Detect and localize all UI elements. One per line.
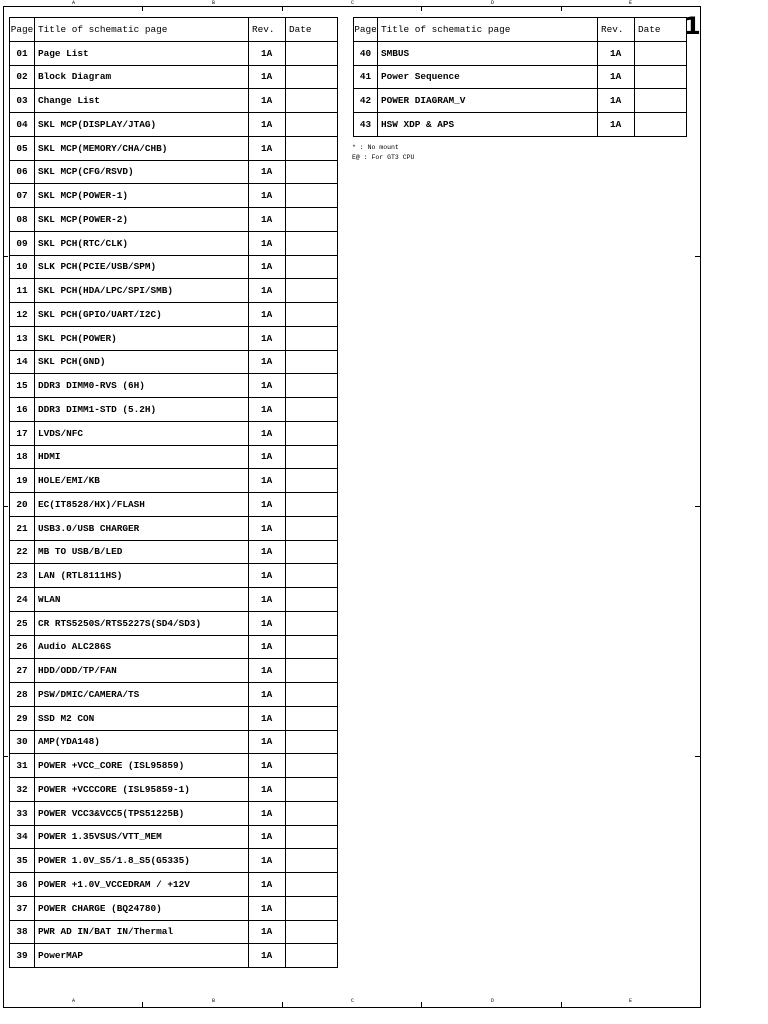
row-date	[286, 326, 338, 350]
row-date	[286, 659, 338, 683]
zone-tick	[695, 756, 701, 757]
row-date	[286, 184, 338, 208]
row-revision: 1A	[249, 184, 286, 208]
notes	[352, 143, 414, 163]
row-page-number: 18	[10, 445, 35, 469]
row-revision: 1A	[249, 89, 286, 113]
table-header-row	[10, 18, 338, 42]
row-date	[286, 611, 338, 635]
table-row	[10, 208, 338, 232]
row-page-number: 05	[10, 136, 35, 160]
row-date	[286, 113, 338, 137]
table-row	[10, 801, 338, 825]
row-title: DDR3 DIMM0-RVS (6H)	[35, 374, 249, 398]
row-title: LVDS/NFC	[35, 421, 249, 445]
table-row	[354, 65, 687, 89]
zone-letter-bottom: C	[351, 998, 355, 1004]
row-revision: 1A	[249, 41, 286, 65]
row-date	[286, 374, 338, 398]
row-date	[286, 65, 338, 89]
table-row	[10, 944, 338, 968]
row-revision: 1A	[249, 659, 286, 683]
col-header-date: Date	[286, 18, 338, 42]
sheet-number: 1	[684, 12, 701, 40]
row-revision: 1A	[249, 920, 286, 944]
row-date	[286, 801, 338, 825]
row-date	[286, 231, 338, 255]
row-date	[286, 540, 338, 564]
row-revision: 1A	[249, 113, 286, 137]
table-row	[10, 896, 338, 920]
row-page-number: 13	[10, 326, 35, 350]
row-page-number: 22	[10, 540, 35, 564]
table-row	[10, 445, 338, 469]
zone-letter-top: B	[212, 0, 216, 6]
zone-letter-bottom: E	[629, 998, 633, 1004]
table-row	[10, 89, 338, 113]
zone-tick	[695, 256, 701, 257]
table-row	[10, 920, 338, 944]
row-title: POWER VCC3&VCC5(TPS51225B)	[35, 801, 249, 825]
row-title: SKL PCH(POWER)	[35, 326, 249, 350]
schematic-index-table-left	[9, 17, 338, 968]
table-row	[10, 255, 338, 279]
zone-tick	[3, 256, 8, 257]
row-date	[635, 41, 687, 65]
row-page-number: 41	[354, 65, 378, 89]
table-row	[354, 113, 687, 137]
table-end-rule	[9, 967, 337, 968]
table-row	[10, 564, 338, 588]
row-page-number: 35	[10, 849, 35, 873]
row-date	[286, 730, 338, 754]
row-title: SKL PCH(GPIO/UART/I2C)	[35, 303, 249, 327]
row-revision: 1A	[249, 635, 286, 659]
zone-tick	[142, 6, 143, 11]
row-date	[286, 421, 338, 445]
row-revision: 1A	[249, 588, 286, 612]
row-date	[286, 469, 338, 493]
row-revision: 1A	[249, 326, 286, 350]
row-page-number: 30	[10, 730, 35, 754]
row-revision: 1A	[249, 255, 286, 279]
col-header-page: Page	[354, 18, 378, 42]
row-date	[635, 113, 687, 137]
row-revision: 1A	[249, 778, 286, 802]
row-revision: 1A	[598, 65, 635, 89]
row-date	[286, 279, 338, 303]
table-body	[10, 41, 338, 967]
table-row	[10, 706, 338, 730]
row-revision: 1A	[598, 41, 635, 65]
row-title: POWER CHARGE (BQ24780)	[35, 896, 249, 920]
table-row	[10, 421, 338, 445]
row-date	[286, 635, 338, 659]
row-page-number: 24	[10, 588, 35, 612]
row-revision: 1A	[249, 398, 286, 422]
row-revision: 1A	[249, 160, 286, 184]
row-page-number: 23	[10, 564, 35, 588]
table-row	[10, 469, 338, 493]
col-header-rev: Rev.	[598, 18, 635, 42]
row-date	[286, 825, 338, 849]
row-date	[286, 136, 338, 160]
schematic-index-table-right	[353, 17, 687, 137]
row-page-number: 20	[10, 493, 35, 517]
row-revision: 1A	[249, 445, 286, 469]
row-title: SKL MCP(POWER-2)	[35, 208, 249, 232]
table-row	[10, 279, 338, 303]
row-title: SKL MCP(DISPLAY/JTAG)	[35, 113, 249, 137]
row-title: Change List	[35, 89, 249, 113]
table-row	[10, 849, 338, 873]
zone-tick	[282, 1002, 283, 1008]
row-title: SLK PCH(PCIE/USB/SPM)	[35, 255, 249, 279]
zone-tick	[282, 6, 283, 11]
row-date	[286, 849, 338, 873]
row-revision: 1A	[249, 374, 286, 398]
table-row	[10, 184, 338, 208]
row-revision: 1A	[249, 801, 286, 825]
row-title: Page List	[35, 41, 249, 65]
table-row	[354, 41, 687, 65]
col-header-rev: Rev.	[249, 18, 286, 42]
table-row	[10, 611, 338, 635]
row-title: HDD/ODD/TP/FAN	[35, 659, 249, 683]
zone-letter-top: E	[629, 0, 633, 6]
row-page-number: 29	[10, 706, 35, 730]
row-revision: 1A	[249, 896, 286, 920]
row-page-number: 32	[10, 778, 35, 802]
row-revision: 1A	[249, 564, 286, 588]
row-page-number: 21	[10, 516, 35, 540]
table-row	[10, 350, 338, 374]
row-revision: 1A	[249, 279, 286, 303]
table-row	[10, 730, 338, 754]
row-title: MB TO USB/B/LED	[35, 540, 249, 564]
zone-tick	[3, 506, 8, 507]
zone-letter-top: A	[72, 0, 76, 6]
row-date	[286, 564, 338, 588]
row-date	[286, 920, 338, 944]
row-page-number: 39	[10, 944, 35, 968]
row-date	[286, 588, 338, 612]
table-row	[10, 588, 338, 612]
row-title: SKL PCH(GND)	[35, 350, 249, 374]
row-date	[286, 398, 338, 422]
row-page-number: 09	[10, 231, 35, 255]
row-title: SKL MCP(CFG/RSVD)	[35, 160, 249, 184]
row-revision: 1A	[249, 469, 286, 493]
row-page-number: 37	[10, 896, 35, 920]
row-date	[286, 160, 338, 184]
row-revision: 1A	[249, 421, 286, 445]
row-date	[286, 493, 338, 517]
zone-letter-bottom: B	[212, 998, 216, 1004]
table-header-row	[354, 18, 687, 42]
row-title: PowerMAP	[35, 944, 249, 968]
row-page-number: 16	[10, 398, 35, 422]
row-page-number: 08	[10, 208, 35, 232]
row-page-number: 19	[10, 469, 35, 493]
row-title: SSD M2 CON	[35, 706, 249, 730]
table-row	[10, 326, 338, 350]
row-page-number: 43	[354, 113, 378, 137]
row-page-number: 07	[10, 184, 35, 208]
row-title: WLAN	[35, 588, 249, 612]
row-page-number: 14	[10, 350, 35, 374]
row-page-number: 10	[10, 255, 35, 279]
row-title: Block Diagram	[35, 65, 249, 89]
row-page-number: 31	[10, 754, 35, 778]
zone-tick	[142, 1002, 143, 1008]
row-title: AMP(YDA148)	[35, 730, 249, 754]
zone-tick	[421, 6, 422, 11]
row-date	[286, 873, 338, 897]
row-date	[286, 754, 338, 778]
row-date	[286, 683, 338, 707]
table-row	[10, 778, 338, 802]
zone-tick	[695, 506, 701, 507]
row-date	[286, 350, 338, 374]
zone-letter-top: C	[351, 0, 355, 6]
row-title: LAN (RTL8111HS)	[35, 564, 249, 588]
zone-letter-bottom: A	[72, 998, 76, 1004]
row-revision: 1A	[249, 540, 286, 564]
row-revision: 1A	[598, 113, 635, 137]
row-page-number: 02	[10, 65, 35, 89]
row-revision: 1A	[249, 136, 286, 160]
row-page-number: 04	[10, 113, 35, 137]
row-page-number: 36	[10, 873, 35, 897]
row-page-number: 15	[10, 374, 35, 398]
row-revision: 1A	[249, 303, 286, 327]
row-date	[286, 516, 338, 540]
row-revision: 1A	[598, 89, 635, 113]
row-title: SKL PCH(HDA/LPC/SPI/SMB)	[35, 279, 249, 303]
row-date	[635, 89, 687, 113]
row-revision: 1A	[249, 516, 286, 540]
row-date	[286, 41, 338, 65]
row-title: HOLE/EMI/KB	[35, 469, 249, 493]
row-title: POWER 1.0V_S5/1.8_S5(G5335)	[35, 849, 249, 873]
table-row	[10, 136, 338, 160]
row-page-number: 40	[354, 41, 378, 65]
row-title: SKL MCP(POWER-1)	[35, 184, 249, 208]
table-row	[10, 303, 338, 327]
table-row	[10, 754, 338, 778]
row-title: SKL MCP(MEMORY/CHA/CHB)	[35, 136, 249, 160]
row-page-number: 26	[10, 635, 35, 659]
row-date	[286, 445, 338, 469]
row-date	[286, 208, 338, 232]
table-row	[10, 160, 338, 184]
zone-letter-top: D	[491, 0, 495, 6]
table-row	[10, 635, 338, 659]
row-revision: 1A	[249, 873, 286, 897]
row-date	[286, 255, 338, 279]
row-date	[286, 944, 338, 968]
row-title: PSW/DMIC/CAMERA/TS	[35, 683, 249, 707]
table-row	[10, 873, 338, 897]
table-row	[10, 825, 338, 849]
table-row	[10, 113, 338, 137]
note-no-mount: * : No mount	[352, 144, 399, 151]
table-row	[10, 41, 338, 65]
row-date	[286, 303, 338, 327]
row-page-number: 03	[10, 89, 35, 113]
row-revision: 1A	[249, 849, 286, 873]
row-revision: 1A	[249, 825, 286, 849]
row-page-number: 06	[10, 160, 35, 184]
row-page-number: 12	[10, 303, 35, 327]
row-revision: 1A	[249, 944, 286, 968]
row-page-number: 38	[10, 920, 35, 944]
table-body	[354, 41, 687, 136]
row-title: POWER 1.35VSUS/VTT_MEM	[35, 825, 249, 849]
row-page-number: 42	[354, 89, 378, 113]
row-date	[286, 896, 338, 920]
row-revision: 1A	[249, 231, 286, 255]
row-title: DDR3 DIMM1-STD (5.2H)	[35, 398, 249, 422]
row-page-number: 28	[10, 683, 35, 707]
row-title: POWER +VCCCORE (ISL95859-1)	[35, 778, 249, 802]
row-page-number: 34	[10, 825, 35, 849]
table-row	[10, 659, 338, 683]
row-page-number: 01	[10, 41, 35, 65]
zone-tick	[3, 756, 8, 757]
row-title: HSW XDP & APS	[378, 113, 598, 137]
zone-tick	[421, 1002, 422, 1008]
zone-letter-bottom: D	[491, 998, 495, 1004]
table-row	[10, 540, 338, 564]
row-title: POWER +VCC_CORE (ISL95859)	[35, 754, 249, 778]
row-date	[286, 706, 338, 730]
row-title: SKL PCH(RTC/CLK)	[35, 231, 249, 255]
row-revision: 1A	[249, 493, 286, 517]
row-date	[286, 778, 338, 802]
row-revision: 1A	[249, 611, 286, 635]
row-title: EC(IT8528/HX)/FLASH	[35, 493, 249, 517]
table-row	[10, 231, 338, 255]
row-title: POWER DIAGRAM_V	[378, 89, 598, 113]
col-header-date: Date	[635, 18, 687, 42]
col-header-title: Title of schematic page	[35, 18, 249, 42]
col-header-page: Page	[10, 18, 35, 42]
table-row	[10, 493, 338, 517]
table-row	[354, 89, 687, 113]
row-revision: 1A	[249, 683, 286, 707]
row-date	[286, 89, 338, 113]
row-page-number: 25	[10, 611, 35, 635]
table-row	[10, 398, 338, 422]
row-title: PWR AD IN/BAT IN/Thermal	[35, 920, 249, 944]
row-revision: 1A	[249, 350, 286, 374]
row-title: Power Sequence	[378, 65, 598, 89]
table-row	[10, 374, 338, 398]
row-title: POWER +1.0V_VCCEDRAM / +12V	[35, 873, 249, 897]
col-header-title: Title of schematic page	[378, 18, 598, 42]
table-row	[10, 683, 338, 707]
row-revision: 1A	[249, 65, 286, 89]
row-page-number: 33	[10, 801, 35, 825]
row-revision: 1A	[249, 208, 286, 232]
row-page-number: 17	[10, 421, 35, 445]
table-row	[10, 65, 338, 89]
row-revision: 1A	[249, 754, 286, 778]
row-revision: 1A	[249, 706, 286, 730]
zone-tick	[561, 1002, 562, 1008]
row-revision: 1A	[249, 730, 286, 754]
zone-tick	[561, 6, 562, 11]
row-title: HDMI	[35, 445, 249, 469]
row-title: CR RTS5250S/RTS5227S(SD4/SD3)	[35, 611, 249, 635]
row-title: SMBUS	[378, 41, 598, 65]
table-row	[10, 516, 338, 540]
row-title: Audio ALC286S	[35, 635, 249, 659]
row-page-number: 11	[10, 279, 35, 303]
row-title: USB3.0/USB CHARGER	[35, 516, 249, 540]
row-page-number: 27	[10, 659, 35, 683]
note-gt3-cpu: E@ : For GT3 CPU	[352, 154, 415, 161]
row-date	[635, 65, 687, 89]
